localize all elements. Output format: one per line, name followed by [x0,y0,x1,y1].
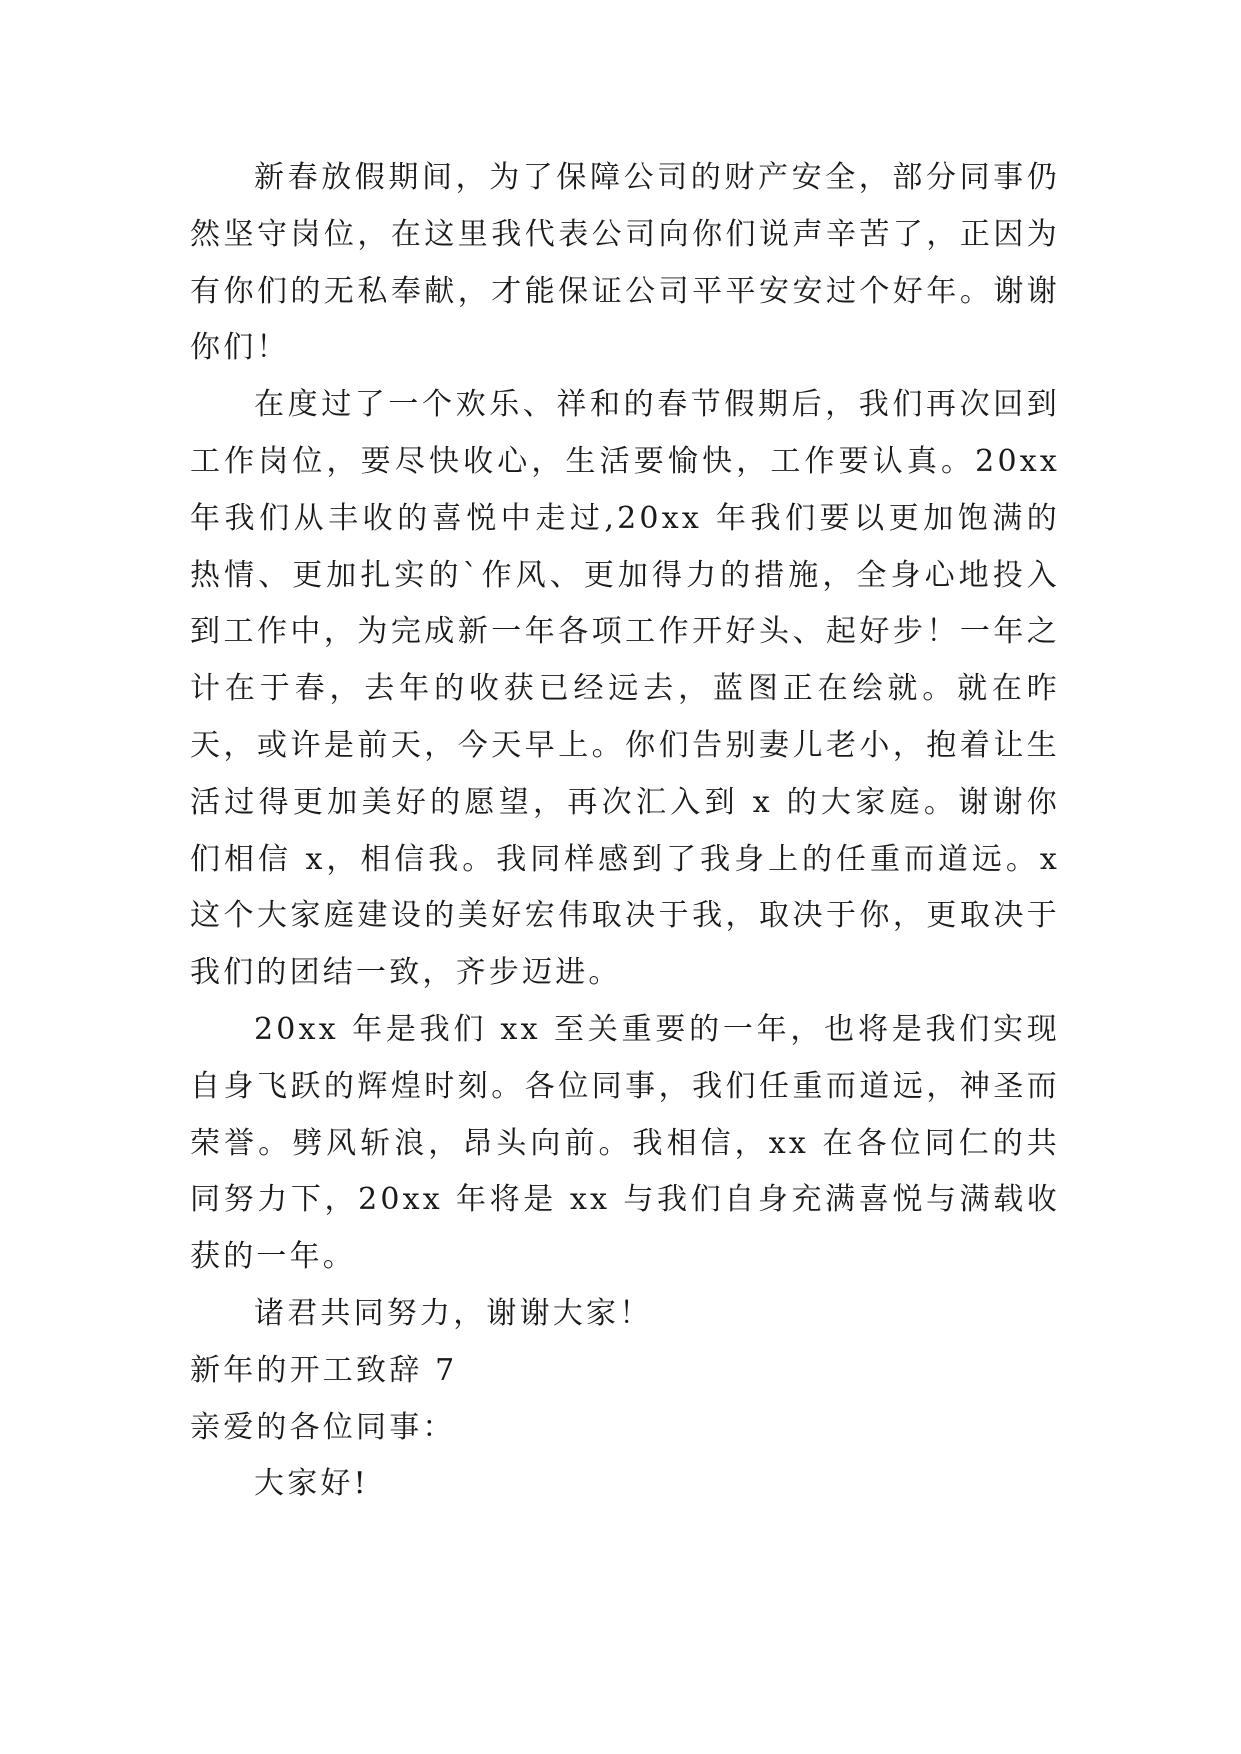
paragraph-return-to-work: 在度过了一个欢乐、祥和的春节假期后，我们再次回到工作岗位，要尽快收心，生活要愉快，工作要认真。20xx 年我们从丰收的喜悦中走过,20xx 年我们要以更加饱满的热情、更加扎实的`作风、更加得力的措施，全身心地投入到工作中，为完成新一年各项工作开好头、起好步！一年之计在于春，去年的收获已经远去，蓝图正在绘就。就在昨天，或许是前天，今天早上。你们告别妻儿老小，抱着让生活过得更加美好的愿望，再次汇入到 x 的大家庭。谢谢你们相信 x，相信我。我同样感到了我身上的任重而道远。x 这个大家庭建设的美好宏伟取决于我，取决于你，更取决于我们的团结一致，齐步迈进。 [190,387,1060,991]
salutation: 亲爱的各位同事： [190,1409,456,1445]
paragraph-closing: 诸君共同努力，谢谢大家！ [254,1295,653,1331]
paragraph-important-year: 20xx 年是我们 xx 至关重要的一年，也将是我们实现自身飞跃的辉煌时刻。各位同事，我们任重而道远，神圣而荣誉。劈风斩浪，昂头向前。我相信，xx 在各位同仁的共同努力下，20xx 年将是 xx 与我们自身充满喜悦与满载收获的一年。 [190,1011,1060,1275]
document-body [190,150,1060,1513]
greeting: 大家好! [254,1466,369,1502]
paragraph-thanks-staff: 新春放假期间，为了保障公司的财产安全，部分同事仍然坚守岗位，在这里我代表公司向你们说声辛苦了，正因为有你们的无私奉献，才能保证公司平平安安过个好年。谢谢你们！ [190,160,1060,366]
section-title: 新年的开工致辞 7 [190,1352,458,1388]
